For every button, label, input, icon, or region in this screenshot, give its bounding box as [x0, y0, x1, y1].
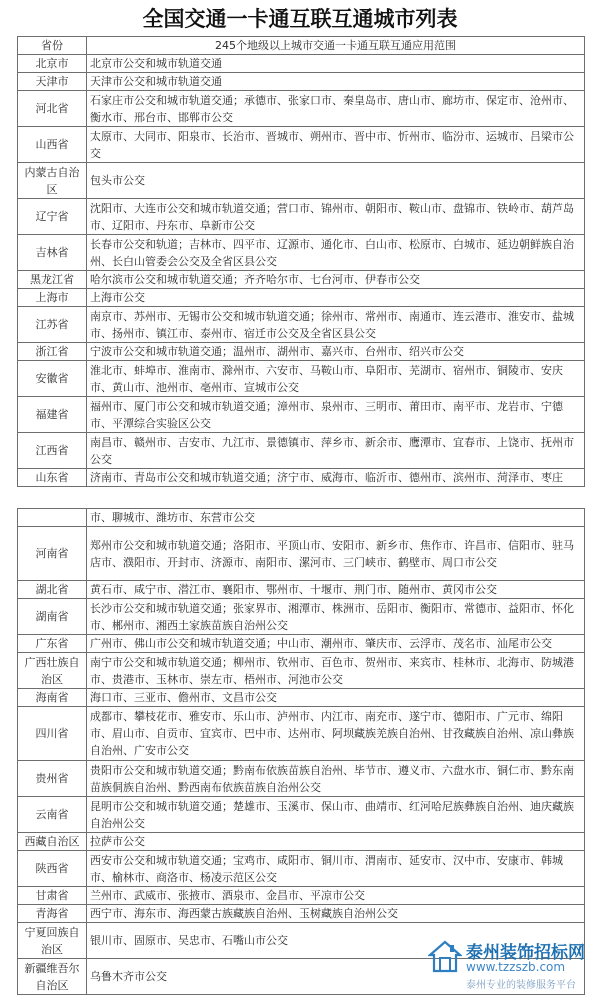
table-row: [18, 235, 585, 271]
province-cell: 安徽省: [18, 361, 87, 397]
cities-cell: 昆明市公交和城市轨道交通；楚雄市、玉溪市、保山市、曲靖市、红河哈尼族彝族自治州、迪庆藏族自治州公交: [87, 797, 585, 833]
province-cell: 宁夏回族自治区: [18, 923, 87, 959]
cities-cell: 哈尔滨市公交和城市轨道交通；齐齐哈尔市、七台河市、伊春市公交: [87, 271, 585, 289]
cities-cell: 南昌市、赣州市、吉安市、九江市、景德镇市、萍乡市、新余市、鹰潭市、宜春市、上饶市、抚州市公交: [87, 433, 585, 469]
province-cell: 山东省: [18, 469, 87, 487]
table-row: [18, 163, 585, 199]
cities-cell: 黄石市、咸宁市、潜江市、襄阳市、鄂州市、十堰市、荆门市、随州市、黄冈市公交: [87, 581, 585, 599]
cities-cell: 银川市、固原市、吴忠市、石嘴山市公交: [87, 923, 585, 959]
province-cell: 北京市: [18, 55, 87, 73]
cities-cell: 兰州市、武威市、张掖市、酒泉市、金昌市、平凉市公交: [87, 887, 585, 905]
table-row: [18, 469, 585, 487]
table-row: [18, 905, 585, 923]
cities-cell: 西安市公交和城市轨道交通；宝鸡市、咸阳市、铜川市、渭南市、延安市、汉中市、安康市、韩城市、榆林市、商洛市、杨凌示范区公交: [87, 851, 585, 887]
province-cell: 西藏自治区: [18, 833, 87, 851]
table-row: [18, 509, 585, 527]
cities-cell: 包头市公交: [87, 163, 585, 199]
province-cell: 云南省: [18, 797, 87, 833]
province-cell: 福建省: [18, 397, 87, 433]
cities-cell: 贵阳市公交和城市轨道交通；黔南布依族苗族自治州、毕节市、遵义市、六盘水市、铜仁市、黔东南苗族侗族自治州、黔西南布依族苗族自治州公交: [87, 761, 585, 797]
cities-cell: 南宁市公交和城市轨道交通；柳州市、钦州市、百色市、贺州市、来宾市、桂林市、北海市、防城港市、贵港市、玉林市、崇左市、梧州市、河池市公交: [87, 653, 585, 689]
watermark-slogan: 泰州专业的装修服务平台: [466, 980, 576, 991]
cities-cell: 济南市、青岛市公交和城市轨道交通；济宁市、威海市、临沂市、德州市、滨州市、菏泽市、枣庄: [87, 469, 585, 487]
cities-cell: 宁波市公交和城市轨道交通；温州市、湖州市、嘉兴市、台州市、绍兴市公交: [87, 343, 585, 361]
table-row: [18, 581, 585, 599]
province-cell: 广东省: [18, 635, 87, 653]
cities-cell: 太原市、大同市、阳泉市、长治市、晋城市、朔州市、晋中市、忻州市、临汾市、运城市、吕梁市公交: [87, 127, 585, 163]
page-title: 全国交通一卡通互联互通城市列表: [142, 7, 458, 31]
table-row: [18, 797, 585, 833]
table-header-row: [18, 37, 585, 55]
cities-cell: 南京市、苏州市、无锡市公交和城市轨道交通；徐州市、常州市、南通市、连云港市、淮安市、盐城市、扬州市、镇江市、泰州市、宿迁市公交及全省区县公交: [87, 307, 585, 343]
province-cell: 青海省: [18, 905, 87, 923]
province-cell: 贵州省: [18, 761, 87, 797]
table-row: [18, 271, 585, 289]
cities-cell: 沈阳市、大连市公交和城市轨道交通；营口市、锦州市、朝阳市、鞍山市、盘锦市、铁岭市、葫芦岛市、辽阳市、丹东市、阜新市公交: [87, 199, 585, 235]
province-cell: 山西省: [18, 127, 87, 163]
province-cell: 广西壮族自治区: [18, 653, 87, 689]
table-row: [18, 851, 585, 887]
province-cell: 陕西省: [18, 851, 87, 887]
cities-cell: 西宁市、海东市、海西蒙古族藏族自治州、玉树藏族自治州公交: [87, 905, 585, 923]
city-table-part-1: [17, 36, 585, 487]
header-scope: 245个地级以上城市交通一卡通互联互通应用范围: [87, 37, 585, 55]
table-row: [18, 707, 585, 761]
province-cell: 河南省: [18, 527, 87, 581]
province-cell: 河北省: [18, 91, 87, 127]
cities-cell: 市、聊城市、潍坊市、东营市公交: [87, 509, 585, 527]
table-row: [18, 653, 585, 689]
watermark-url: www.tzzszb.com: [466, 960, 566, 974]
table-row: [18, 91, 585, 127]
site-watermark: [424, 936, 600, 996]
table-row: [18, 689, 585, 707]
province-cell: 浙江省: [18, 343, 87, 361]
province-cell: 黑龙江省: [18, 271, 87, 289]
province-cell: 吉林省: [18, 235, 87, 271]
city-table-part-2: [17, 508, 585, 995]
table-row: [18, 55, 585, 73]
cities-cell: 长春市公交和轨道；吉林市、四平市、辽源市、通化市、白山市、松原市、白城市、延边朝鲜族自治州、长白山管委会公交及全省区县公交: [87, 235, 585, 271]
province-cell: 上海市: [18, 289, 87, 307]
table-row: [18, 127, 585, 163]
table-row: [18, 361, 585, 397]
table-row: [18, 433, 585, 469]
cities-cell: 拉萨市公交: [87, 833, 585, 851]
province-cell: 甘肃省: [18, 887, 87, 905]
province-cell: 湖北省: [18, 581, 87, 599]
cities-cell: 广州市、佛山市公交和城市轨道交通；中山市、潮州市、肇庆市、云浮市、茂名市、汕尾市公交: [87, 635, 585, 653]
cities-cell: 成都市、攀枝花市、雅安市、乐山市、泸州市、内江市、南充市、遂宁市、德阳市、广元市、绵阳市、眉山市、自贡市、宜宾市、巴中市、达州市、阿坝藏族羌族自治州、甘孜藏族自治州、凉山彝族自治州、广安市公交: [87, 707, 585, 761]
watermark-site-name: 泰州装饰招标网: [466, 943, 585, 963]
province-cell: 海南省: [18, 689, 87, 707]
table-row: [18, 635, 585, 653]
table-row: [18, 833, 585, 851]
table-row: [18, 599, 585, 635]
table-row: [18, 73, 585, 91]
cities-cell: 海口市、三亚市、儋州市、文昌市公交: [87, 689, 585, 707]
cities-cell: 长沙市公交和城市轨道交通；张家界市、湘潭市、株洲市、岳阳市、衡阳市、常德市、益阳市、怀化市、郴州市、湘西土家族苗族自治州公交: [87, 599, 585, 635]
cities-cell: 天津市公交和城市轨道交通: [87, 73, 585, 91]
cities-cell: 石家庄市公交和城市轨道交通；承德市、张家口市、秦皇岛市、唐山市、廊坊市、保定市、沧州市、衡水市、邢台市、邯郸市公交: [87, 91, 585, 127]
province-cell: [18, 509, 87, 527]
province-cell: 新疆维吾尔自治区: [18, 959, 87, 995]
header-province: 省份: [18, 37, 87, 55]
table-row: [18, 343, 585, 361]
table-row: [18, 199, 585, 235]
table-row: [18, 761, 585, 797]
province-cell: 湖南省: [18, 599, 87, 635]
house-logo-icon: [428, 940, 462, 974]
cities-cell: 北京市公交和城市轨道交通: [87, 55, 585, 73]
province-cell: 江西省: [18, 433, 87, 469]
province-cell: 辽宁省: [18, 199, 87, 235]
province-cell: 四川省: [18, 707, 87, 761]
province-cell: 江苏省: [18, 307, 87, 343]
cities-cell: 淮北市、蚌埠市、淮南市、滁州市、六安市、马鞍山市、阜阳市、芜湖市、宿州市、铜陵市、安庆市、黄山市、池州市、亳州市、宣城市公交: [87, 361, 585, 397]
table-row: [18, 887, 585, 905]
table-row: [18, 527, 585, 581]
table-row: [18, 397, 585, 433]
cities-cell: 郑州市公交和城市轨道交通；洛阳市、平顶山市、安阳市、新乡市、焦作市、许昌市、信阳市、驻马店市、濮阳市、开封市、济源市、南阳市、漯河市、三门峡市、鹤壁市、周口市公交: [87, 527, 585, 581]
table-row: [18, 307, 585, 343]
province-cell: 天津市: [18, 73, 87, 91]
cities-cell: 福州市、厦门市公交和城市轨道交通；漳州市、泉州市、三明市、莆田市、南平市、龙岩市、宁德市、平潭综合实验区公交: [87, 397, 585, 433]
province-cell: 内蒙古自治区: [18, 163, 87, 199]
table-row: [18, 289, 585, 307]
cities-cell: 乌鲁木齐市公交: [87, 959, 585, 995]
cities-cell: 上海市公交: [87, 289, 585, 307]
